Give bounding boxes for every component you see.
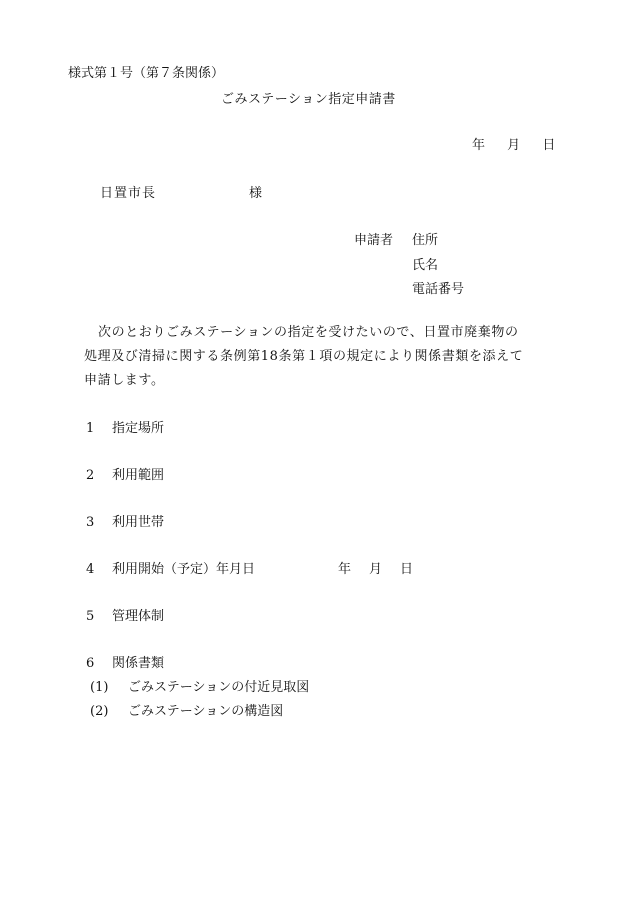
document-number: (1) [90,680,109,695]
body-line: 次のとおりごみステーションの指定を受けたいので、日置市廃棄物の [98,325,519,340]
date-line [472,138,555,154]
applicant-phone: 電話番号 [412,282,465,297]
item-4 [86,562,255,578]
item-label: 利用世帯 [112,515,165,530]
item-label: 利用範囲 [112,468,165,483]
item-label: 管理体制 [112,609,165,624]
item-label: 利用開始（予定）年月日 [112,562,256,577]
item-1 [86,421,164,437]
item-label: 指定場所 [112,421,165,436]
item-4-day: 日 [400,562,414,577]
item-3 [86,515,164,531]
item-number: 1 [86,421,95,436]
item-5 [86,609,164,625]
document-label: ごみステーションの付近見取図 [128,680,310,695]
body-line: 申請します。 [84,373,165,388]
item-2 [86,468,164,484]
item-6 [86,656,164,672]
document-title: ごみステーション指定申請書 [221,92,396,107]
item-4-month: 月 [369,562,383,577]
item-4-year: 年 [338,562,352,577]
date-day: 日 [542,138,556,153]
body-line: 処理及び清掃に関する条例第18条第１項の規定により関係書類を添えて [84,349,524,364]
form-number: 様式第１号（第７条関係） [68,66,225,81]
item-label: 関係書類 [112,656,165,671]
item-number: 3 [86,515,95,530]
applicant-address: 住所 [412,233,439,248]
body-paragraph [84,321,564,393]
document-number: (2) [90,704,109,719]
document-1 [90,680,309,696]
document-2 [90,704,283,720]
item-number: 5 [86,609,95,624]
date-month: 月 [507,138,521,153]
item-number: 2 [86,468,95,483]
document-label: ごみステーションの構造図 [128,704,284,719]
item-number: 4 [86,562,95,577]
applicant-name: 氏名 [412,258,439,273]
addressee-name: 日置市長 [100,186,157,201]
date-year: 年 [472,138,486,153]
applicant-label: 申請者 [354,233,394,248]
addressee-honorific: 様 [249,186,263,201]
item-number: 6 [86,656,95,671]
